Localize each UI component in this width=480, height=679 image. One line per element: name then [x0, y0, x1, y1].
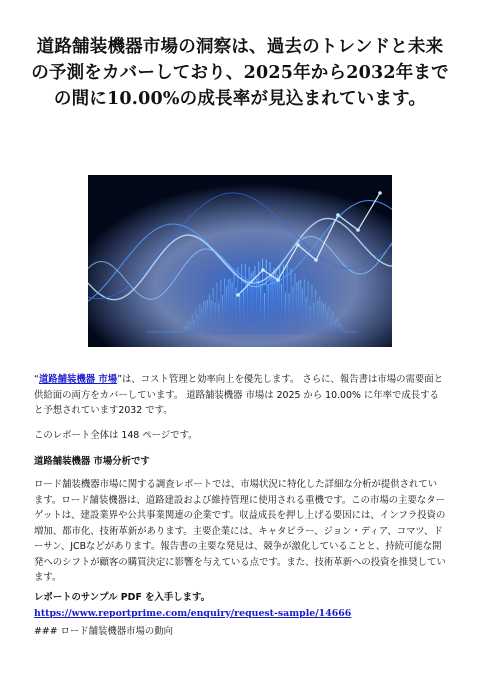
decor-bar: [332, 312, 333, 336]
decor-bar: [203, 301, 204, 335]
decor-bar: [228, 279, 229, 335]
page-title: 道路舗装機器市場の洞察は、過去のトレンドと未来の予測をカバーしており、2025年から2032年までの間に10.00%の成長率が見込まれています。: [31, 37, 449, 109]
decor-bar: [349, 331, 350, 335]
decor-bar: [344, 330, 345, 335]
analysis-heading: 道路舗装機器 市場分析です: [34, 456, 150, 467]
decor-bar: [230, 279, 231, 336]
decor-bar: [156, 331, 157, 335]
decor-bar: [277, 275, 278, 335]
decor-point: [261, 268, 265, 272]
decor-bar: [304, 279, 305, 335]
decor-bar: [285, 293, 286, 335]
pages-note: このレポート全体は 148 ページです。: [34, 430, 198, 441]
financial-chart-illustration-icon: [88, 175, 392, 347]
decor-bar: [292, 287, 293, 335]
decor-bar: [264, 293, 265, 335]
decor-bar: [218, 303, 219, 335]
decor-bar: [298, 281, 299, 335]
decor-bar: [199, 304, 200, 335]
decor-bar: [186, 325, 187, 335]
decor-bar: [197, 315, 198, 335]
decor-bar: [213, 288, 214, 335]
decor-bar: [340, 324, 341, 335]
decor-bar: [327, 311, 328, 335]
decor-bar: [158, 331, 159, 335]
decor-point: [336, 213, 340, 217]
sample-label: レポートのサンプル PDF を入手します。: [34, 592, 210, 603]
decor-bar: [152, 331, 153, 335]
sample-paragraph: [34, 590, 446, 621]
decor-bar: [188, 321, 189, 335]
analysis-paragraph: ロード舗装機器市場に関する調査レポートでは、市場状況に特化した詳細な分析が提供されています。ロード舗装機器は、道路建設および維持管理に使用される重機です。この市場の主要なターゲットは、建設業界や公共事業関連の企業です。収益成長を押し上げる要因には、インフラ投資の増加、都市化、技術革新があります。主要企業には、キャタピラー、ジョン・ディア、コマツ、ドーサン、JCBなどがあります。報告書の主要な発見は、競争が激化していることと、持続可能な開発へのシフトが顧客の購買決定に影響を与えている点です。また、技術革新への投資を推奨しています。: [34, 479, 446, 583]
decor-point: [378, 191, 382, 195]
decor-bar: [243, 290, 244, 335]
decor-bar: [159, 331, 160, 335]
decor-bar: [313, 303, 314, 335]
decor-bar: [291, 268, 292, 335]
decor-bar: [196, 309, 197, 335]
decor-bar: [161, 331, 162, 335]
decor-bar: [148, 331, 149, 335]
decor-bar: [163, 331, 164, 335]
decor-bar: [308, 281, 309, 335]
decor-bar: [215, 303, 216, 335]
decor-bar: [266, 260, 267, 336]
decor-bar: [296, 282, 297, 335]
decor-bar: [329, 306, 330, 335]
intro-text: ”は、コスト管理と効率向上を優先します。 さらに、報告書は市場の需要面と供給面の両方をカバーしています。 道路舗装機器 市場は 2025 から 10.00% に年率で成長すると予想されています2032 です。: [34, 374, 443, 416]
intro-paragraph: [34, 372, 446, 419]
decor-bar: [207, 300, 208, 335]
decor-bar: [216, 283, 217, 335]
decor-bar: [173, 331, 174, 335]
decor-bar: [201, 308, 202, 335]
trend-heading: ### ロード舗装機器市場の動向: [34, 626, 174, 637]
decor-bar: [272, 277, 273, 336]
decor-bar: [254, 266, 255, 335]
decor-point: [356, 228, 360, 232]
decor-bar: [249, 267, 250, 336]
decor-bar: [220, 280, 221, 336]
decor-bar: [289, 293, 290, 335]
decor-bar: [302, 289, 303, 335]
decor-bar: [192, 315, 193, 335]
decor-bar: [226, 286, 227, 335]
decor-bar: [355, 331, 356, 335]
decor-bar: [258, 262, 259, 336]
decor-bar: [232, 283, 233, 335]
decor-bar: [342, 327, 343, 335]
decor-point: [236, 293, 240, 297]
hero-image: [88, 175, 392, 347]
decor-bar: [281, 283, 282, 335]
decor-bar: [319, 297, 320, 335]
quote-open: “: [34, 374, 39, 385]
decor-bar: [209, 294, 210, 335]
decor-bar: [294, 274, 295, 335]
decor-bar: [283, 264, 284, 335]
decor-bar: [268, 284, 269, 335]
decor-bar: [311, 285, 312, 335]
decor-bar: [323, 304, 324, 335]
decor-bar: [222, 295, 223, 335]
decor-bar: [300, 280, 301, 335]
decor-bar: [167, 331, 168, 335]
decor-bar: [353, 331, 354, 335]
decor-bar: [194, 320, 195, 335]
decor-bar: [175, 331, 176, 335]
decor-bar: [247, 281, 248, 335]
decor-bar: [306, 297, 307, 335]
decor-bar: [310, 306, 311, 336]
decor-bar: [190, 322, 191, 335]
decor-bar: [169, 331, 170, 335]
decor-bar: [177, 331, 178, 335]
decor-bar: [270, 262, 271, 335]
decor-bar: [351, 331, 352, 335]
decor-bar: [338, 323, 339, 335]
sample-link[interactable]: https://www.reportprime.com/enquiry/request-sample/14666: [34, 607, 352, 619]
decor-bar: [180, 331, 181, 335]
decor-bar: [348, 331, 349, 335]
decor-bar: [178, 331, 179, 335]
decor-point: [296, 243, 300, 247]
decor-bar: [321, 301, 322, 335]
decor-bar: [315, 290, 316, 335]
decor-bar: [260, 286, 261, 335]
decor-bar: [317, 301, 318, 335]
decor-bar: [334, 321, 335, 335]
decor-bar: [154, 331, 155, 335]
decor-bar: [171, 331, 172, 335]
decor-bar: [336, 318, 337, 335]
decor-point: [314, 258, 318, 262]
decor-bar: [330, 317, 331, 335]
decor-bar: [239, 295, 240, 336]
decor-bar: [184, 327, 185, 335]
decor-bar: [234, 272, 235, 335]
market-link[interactable]: 道路舗装機器 市場: [38, 374, 118, 385]
decor-bar: [150, 331, 151, 335]
decor-point: [276, 278, 280, 282]
decor-bar: [205, 301, 206, 335]
decor-bar: [211, 300, 212, 335]
decor-bar: [224, 278, 225, 335]
decor-bar: [165, 331, 166, 335]
decor-bar: [325, 303, 326, 335]
decor-bar: [182, 330, 183, 335]
decor-bar: [346, 331, 347, 335]
decor-bar: [245, 264, 246, 335]
